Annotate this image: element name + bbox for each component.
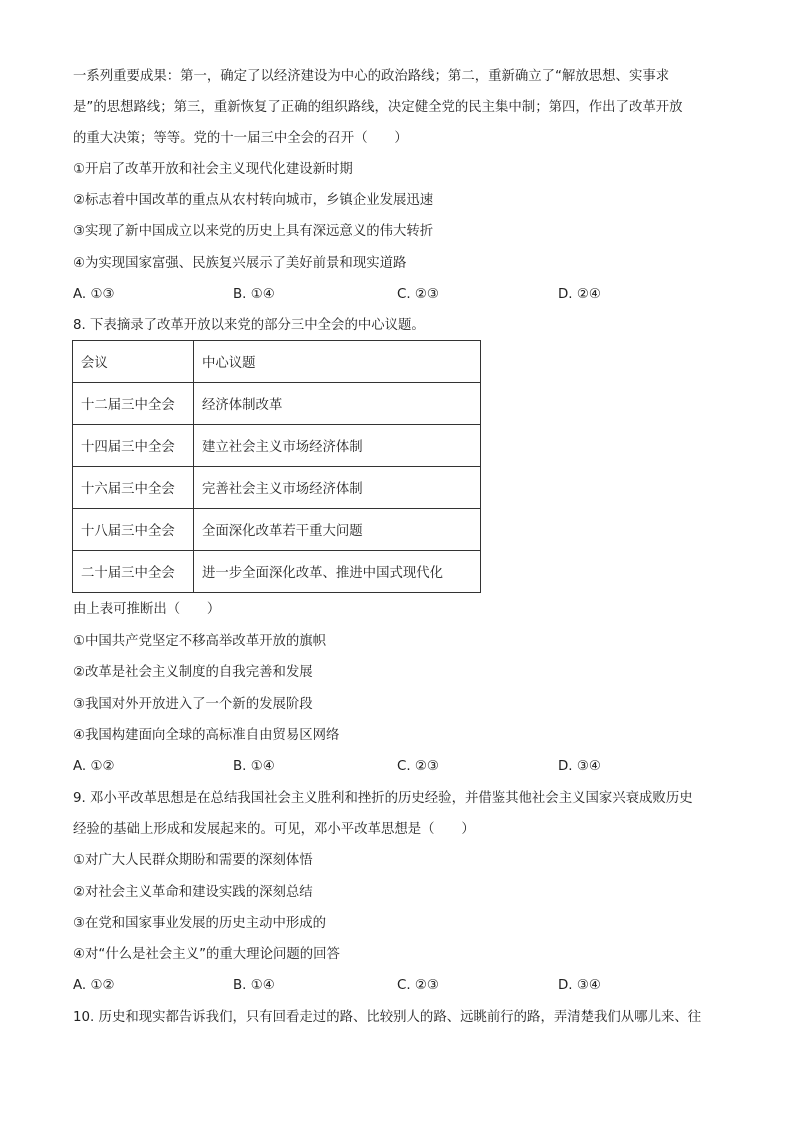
q8-statement-2: ②改革是社会主义制度的自我完善和发展 xyxy=(73,665,313,680)
table-cell-topic: 全面深化改革若干重大问题 xyxy=(194,509,481,551)
q8-question: 由上表可推断出（ ） xyxy=(73,602,221,617)
q7-statement-4: ④为实现国家富强、民族复兴展示了美好前景和现实道路 xyxy=(73,256,407,271)
table-cell-topic: 建立社会主义市场经济体制 xyxy=(194,425,481,467)
table-row xyxy=(73,425,481,467)
q8-option-c[interactable]: C. ②③ xyxy=(397,759,439,774)
q7-option-c[interactable]: C. ②③ xyxy=(397,287,439,302)
table-cell-meeting: 十二届三中全会 xyxy=(73,383,194,425)
table-header-row xyxy=(73,341,481,383)
q9-option-a[interactable]: A. ①② xyxy=(73,978,115,993)
table-cell-topic: 完善社会主义市场经济体制 xyxy=(194,467,481,509)
table-cell-meeting: 二十届三中全会 xyxy=(73,551,194,593)
table-cell-topic: 进一步全面深化改革、推进中国式现代化 xyxy=(194,551,481,593)
q8-option-d[interactable]: D. ③④ xyxy=(558,759,601,774)
table-row xyxy=(73,551,481,593)
table-cell-meeting: 十四届三中全会 xyxy=(73,425,194,467)
q10-stem-line-1: 10. 历史和现实都告诉我们，只有回看走过的路、比较别人的路、远眺前行的路，弄清楚我们从哪儿来、往 xyxy=(73,1010,702,1025)
q7-stem-line-3: 的重大决策；等等。党的十一届三中全会的召开（ ） xyxy=(73,131,408,146)
q9-statement-2: ②对社会主义革命和建设实践的深刻总结 xyxy=(73,885,313,900)
q9-statement-1: ①对广大人民群众期盼和需要的深刻体悟 xyxy=(73,853,313,868)
q7-option-a[interactable]: A. ①③ xyxy=(73,287,115,302)
q8-statement-3: ③我国对外开放进入了一个新的发展阶段 xyxy=(73,697,313,712)
q7-statement-1: ①开启了改革开放和社会主义现代化建设新时期 xyxy=(73,162,353,177)
q8-option-b[interactable]: B. ①④ xyxy=(233,759,275,774)
q9-statement-3: ③在党和国家事业发展的历史主动中形成的 xyxy=(73,916,327,931)
q7-stem-line-1: 一系列重要成果：第一，确定了以经济建设为中心的政治路线；第二，重新确立了“解放思想、实事求 xyxy=(73,69,670,84)
q8-stem: 8. 下表摘录了改革开放以来党的部分三中全会的中心议题。 xyxy=(73,318,425,333)
table-cell-meeting: 十六届三中全会 xyxy=(73,467,194,509)
q8-statement-1: ①中国共产党坚定不移高举改革开放的旗帜 xyxy=(73,634,327,649)
q9-options xyxy=(73,977,713,995)
q9-option-c[interactable]: C. ②③ xyxy=(397,978,439,993)
q7-option-d[interactable]: D. ②④ xyxy=(558,287,601,302)
table-cell-topic: 经济体制改革 xyxy=(194,383,481,425)
q8-option-a[interactable]: A. ①② xyxy=(73,759,115,774)
table-header-topic: 中心议题 xyxy=(194,341,481,383)
table-header-meeting: 会议 xyxy=(73,341,194,383)
q9-option-b[interactable]: B. ①④ xyxy=(233,978,275,993)
q9-stem-line-1: 9. 邓小平改革思想是在总结我国社会主义胜利和挫折的历史经验，并借鉴其他社会主义国家兴衰成败历史 xyxy=(73,791,693,806)
q8-statement-4: ④我国构建面向全球的高标准自由贸易区网络 xyxy=(73,728,340,743)
table-row xyxy=(73,383,481,425)
q7-options xyxy=(73,286,713,304)
q7-statement-3: ③实现了新中国成立以来党的历史上具有深远意义的伟大转折 xyxy=(73,224,434,239)
q7-stem-line-2: 是”的思想路线；第三，重新恢复了正确的组织路线，决定健全党的民主集中制；第四，作出了改革开放 xyxy=(73,100,683,115)
q8-options xyxy=(73,758,713,776)
table-row xyxy=(73,509,481,551)
plenum-topics-table xyxy=(72,340,481,593)
q9-option-d[interactable]: D. ③④ xyxy=(558,978,601,993)
q7-option-b[interactable]: B. ①④ xyxy=(233,287,275,302)
table-cell-meeting: 十八届三中全会 xyxy=(73,509,194,551)
q9-statement-4: ④对“什么是社会主义”的重大理论问题的回答 xyxy=(73,947,340,962)
q7-statement-2: ②标志着中国改革的重点从农村转向城市，乡镇企业发展迅速 xyxy=(73,193,434,208)
q9-stem-line-2: 经验的基础上形成和发展起来的。可见，邓小平改革思想是（ ） xyxy=(73,822,475,837)
table-row xyxy=(73,467,481,509)
